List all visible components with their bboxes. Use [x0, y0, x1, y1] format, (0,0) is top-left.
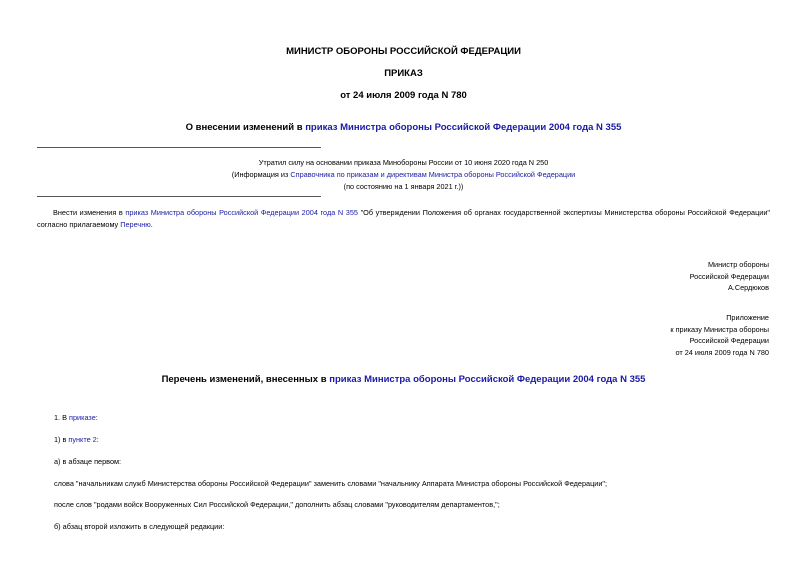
list-item-1 [54, 412, 98, 424]
intro-rest: "Об утверждении Положения об органах государственной экспертизы Министерства обороны Российской Федерации" [357, 208, 770, 217]
doc-date-heading: от 24 июля 2009 года N 780 [340, 90, 467, 101]
signature-country: Российской Федерации [689, 271, 769, 281]
list-item-6: б) абзац второй изложить в следующей редакции: [54, 522, 225, 531]
signature-position: Министр обороны [707, 260, 769, 269]
bottom-divider [37, 196, 321, 197]
item-2-suffix: : [96, 435, 99, 444]
ministry-heading: МИНИСТР ОБОРОНЫ РОССИЙСКОЙ ФЕДЕРАЦИИ [286, 46, 521, 57]
repeal-note [0, 157, 807, 193]
list-item-5: после слов "родами войск Вооруженных Сил Российской Федерации," дополнить абзац словами "руководителям департаментов,"; [54, 500, 500, 509]
clause-2-link[interactable]: пункте 2 [68, 435, 97, 444]
top-divider [37, 147, 321, 148]
intro-paragraph-line2 [37, 219, 153, 231]
item-1-prefix: 1. В [54, 413, 70, 422]
appendix-label: Приложение [726, 313, 769, 322]
list-title [0, 374, 807, 385]
doc-title-prefix: О внесении изменений в [185, 122, 306, 133]
appendix-block [670, 312, 769, 358]
item-2-prefix: 1) в [54, 435, 69, 444]
repeal-note-line2 [0, 169, 807, 181]
appendix-date: от 24 июля 2009 года N 780 [675, 347, 769, 357]
doc-title-link[interactable]: приказ Министра обороны Российской Федерации 2004 года N 355 [305, 122, 622, 133]
intro-order-link[interactable]: приказ Министра обороны Российской Федерации 2004 года N 355 [125, 208, 358, 217]
signature-name: А.Сердюков [727, 283, 769, 292]
list-item-3: а) в абзаце первом: [54, 457, 122, 466]
intro-prefix: Внести изменения в [53, 208, 126, 217]
repeal-note-line3: (по состоянию на 1 января 2021 г.)) [343, 182, 464, 191]
appendix-country: Российской Федерации [689, 336, 769, 345]
item-1-suffix: : [95, 413, 98, 422]
reference-book-link[interactable]: Справочника по приказам и директивам Министра обороны Российской Федерации [290, 170, 576, 179]
signature-block [690, 259, 769, 294]
appendix-order: к приказу Министра обороны [670, 324, 769, 334]
repeal-note-line2-prefix: (Информация из [231, 170, 291, 179]
doc-title [0, 122, 807, 133]
list-title-link[interactable]: приказ Министра обороны Российской Федерации 2004 года N 355 [329, 374, 646, 385]
repeal-note-line1: Утратил силу на основании приказа Минобороны России от 10 июня 2020 года N 250 [258, 158, 549, 167]
intro-line2-prefix: согласно прилагаемому [37, 220, 121, 229]
intro-paragraph-line1 [37, 207, 770, 219]
order-text-link[interactable]: приказе [69, 413, 96, 422]
list-title-prefix: Перечень изменений, внесенных в [161, 374, 330, 385]
appendix-list-link[interactable]: Перечню [120, 220, 151, 229]
intro-line2-suffix: . [150, 220, 153, 229]
list-item-2 [54, 434, 99, 446]
list-item-4: слова "начальникам служб Министерства обороны Российской Федерации" заменить словами "начальнику Аппарата Министра обороны Российской Федерации"; [54, 479, 608, 488]
doc-type-heading: ПРИКАЗ [384, 68, 423, 79]
